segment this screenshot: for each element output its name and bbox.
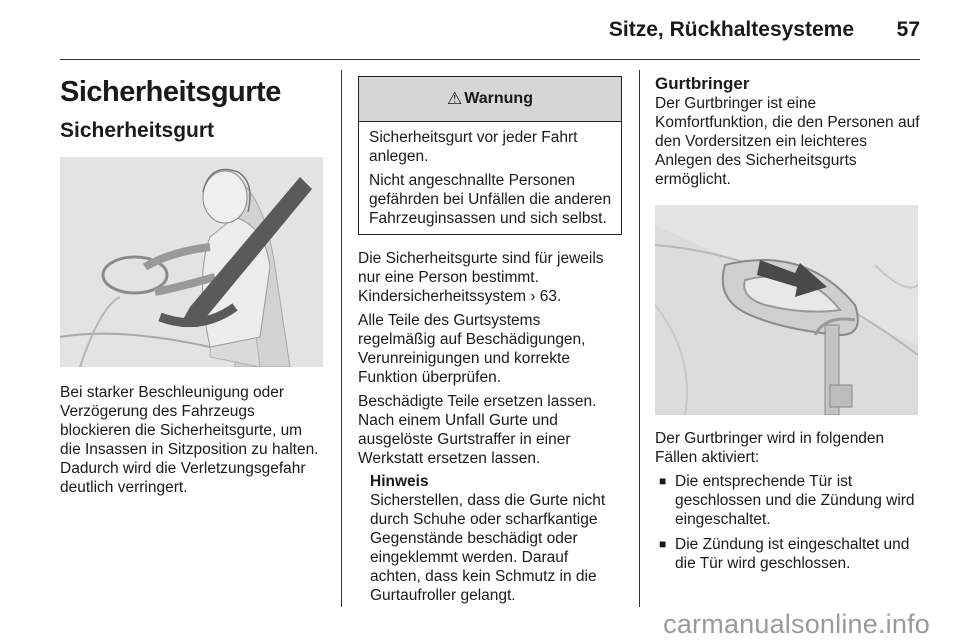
paragraph-inspection: Alle Teile des Gurtsystems regelmäßig auf Beschädigungen, Verunreinigungen und korrekte Funktion überprüfen. xyxy=(358,312,586,386)
warning-box xyxy=(358,76,622,235)
warning-triangle-icon: ⚠ xyxy=(447,89,463,108)
warning-title: Warnung xyxy=(464,90,533,107)
page-reference-icon[interactable]: › xyxy=(530,288,536,305)
paragraph-replacement: Beschädigte Teile ersetzen lassen. Nach einem Unfall Gurte und ausgelöste Gurtstraffer in einer Werkstatt ersetzen lassen. xyxy=(358,393,597,467)
note-title: Hinweis xyxy=(370,473,429,490)
woman-seatbelt-illustration-icon xyxy=(60,157,323,367)
bullet-icon: ■ xyxy=(659,537,667,551)
page-reference-link[interactable]: 63. xyxy=(539,288,562,305)
column-divider-2 xyxy=(639,70,640,607)
header-divider xyxy=(60,59,920,60)
paragraph-one-person xyxy=(358,249,622,306)
belt-presenter-illustration-icon xyxy=(655,205,918,415)
list-item xyxy=(655,535,921,573)
activation-list xyxy=(655,472,921,573)
warning-text-1: Sicherheitsgurt vor jeder Fahrt anlegen. xyxy=(369,129,578,165)
warning-text-2: Nicht angeschnallte Personen gefährden bei Unfällen die anderen Fahrzeuginsassen und sich selbst. xyxy=(369,172,612,227)
warning-header xyxy=(359,77,621,122)
gurtbringer-description: Der Gurtbringer ist eine Komfortfunktion, die den Personen auf den Vordersitzen ein leichteres Anlegen des Sicherheitsgurts ermöglicht. xyxy=(655,95,920,188)
note-text: Sicherstellen, dass die Gurte nicht durch Schuhe oder scharfkantige Gegenstände beschädigt oder eingeklemmt werden. Darauf achten, dass kein Schmutz in die Gurtaufroller gelangt. xyxy=(370,492,606,604)
watermark: carmanualsonline.info xyxy=(663,609,930,639)
list-item-text: Die Zündung ist eingeschaltet und die Tür wird geschlossen. xyxy=(675,536,910,572)
page-number: 57 xyxy=(896,18,920,41)
bullet-icon: ■ xyxy=(659,474,667,488)
column-right xyxy=(655,70,921,579)
warning-body xyxy=(359,122,621,234)
subsection-heading: Sicherheitsgurt xyxy=(60,119,215,142)
list-item xyxy=(655,472,921,529)
note-box xyxy=(358,473,622,605)
list-item-text: Die entsprechende Tür ist geschlossen und die Zündung wird eingeschaltet. xyxy=(675,473,915,528)
seatbelt-description: Bei starker Beschleunigung oder Verzögerung des Fahrzeugs blockieren die Sicherheitsgurte, um die Insassen in Sitzposition zu halten. Dadurch wird die Verletzungsgefahr deutlich verringert. xyxy=(60,384,319,496)
section-heading-gurtbringer: Gurtbringer xyxy=(655,74,750,93)
page-header xyxy=(60,14,920,54)
header-title: Sitze, Rückhaltesysteme xyxy=(608,18,854,41)
section-heading: Sicherheitsgurte xyxy=(60,76,281,108)
column-middle xyxy=(358,70,622,610)
column-divider-1 xyxy=(341,70,342,607)
activation-intro: Der Gurtbringer wird in folgenden Fällen aktiviert: xyxy=(655,430,885,466)
column-left xyxy=(60,70,324,502)
paragraph-one-person-text: Die Sicherheitsgurte sind für jeweils nur eine Person bestimmt. Kindersicherheitssystem xyxy=(358,250,604,305)
